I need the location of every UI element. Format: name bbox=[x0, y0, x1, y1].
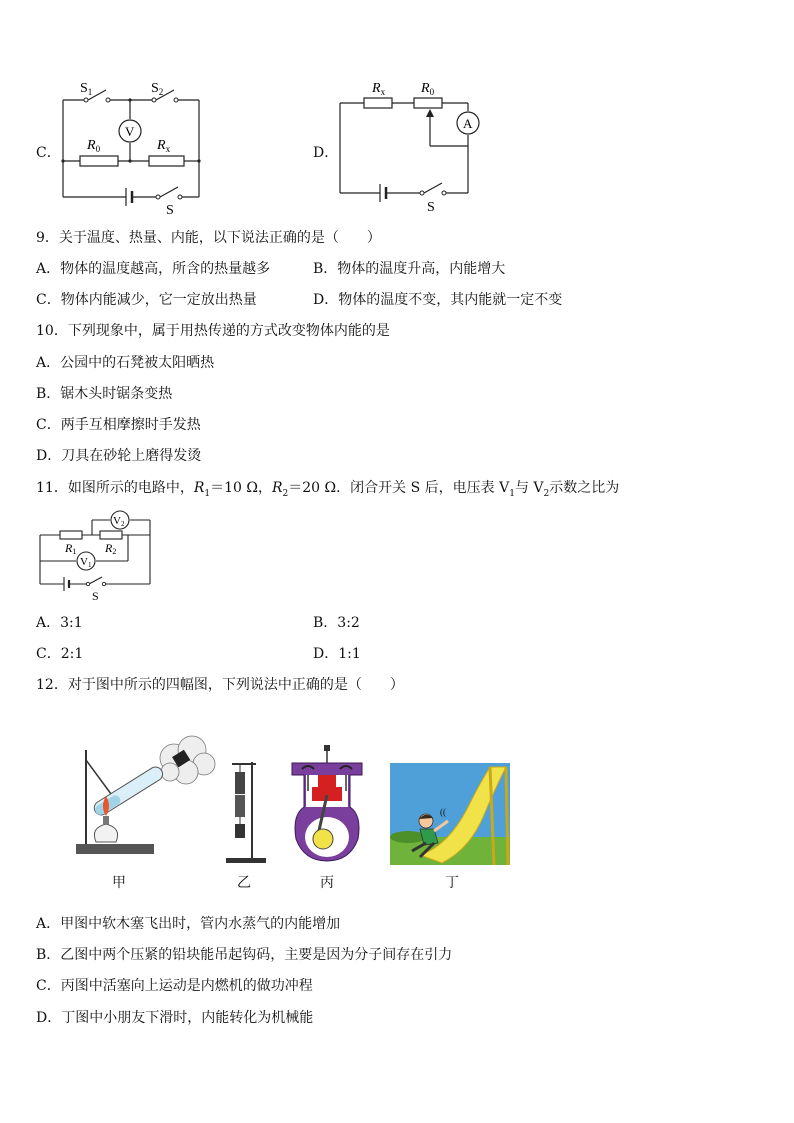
q12-option-a[interactable]: A．甲图中软木塞飞出时，管内水蒸气的内能增加 bbox=[36, 916, 341, 932]
label-s: S bbox=[166, 203, 174, 216]
q11-option-b[interactable]: B．3:2 bbox=[313, 615, 360, 631]
svg-text:((: (( bbox=[440, 807, 446, 817]
figure-jia-test-tube bbox=[74, 730, 218, 862]
label-r0: $R_0$ bbox=[87, 138, 101, 154]
label-rx: $R_x$ bbox=[157, 138, 171, 154]
q10-option-b[interactable]: B．锯木头时锯条变热 bbox=[36, 386, 173, 402]
q11-option-d[interactable]: D．1:1 bbox=[313, 646, 361, 662]
v2-label: V2 bbox=[113, 515, 125, 528]
caption-yi: 乙 bbox=[237, 875, 251, 891]
q11-circuit bbox=[36, 510, 156, 602]
r2-label: R2 bbox=[105, 541, 117, 556]
q12-option-c[interactable]: C．丙图中活塞向上运动是内燃机的做功冲程 bbox=[36, 978, 313, 994]
label-s: S bbox=[427, 200, 435, 215]
q12-stem: 12．对于图中所示的四幅图，下列说法中正确的是（ ） bbox=[36, 677, 404, 693]
voltmeter-label: V bbox=[125, 124, 135, 139]
label-r0: $R_0$ bbox=[421, 81, 435, 97]
q9-option-d[interactable]: D．物体的温度不变，其内能就一定不变 bbox=[313, 292, 563, 308]
figure-ding-slide bbox=[390, 763, 510, 865]
q10-option-c[interactable]: C．两手互相摩擦时手发热 bbox=[36, 417, 201, 433]
figure-bing-engine bbox=[288, 745, 366, 863]
q9-option-a[interactable]: A．物体的温度越高，所含的热量越多 bbox=[36, 261, 271, 277]
q11-option-a[interactable]: A．3:1 bbox=[36, 615, 83, 631]
caption-jia: 甲 bbox=[112, 875, 126, 891]
v1-label: V1 bbox=[80, 556, 92, 569]
caption-ding: 丁 bbox=[445, 875, 459, 891]
q9-stem: 9．关于温度、热量、内能，以下说法正确的是（ ） bbox=[36, 230, 381, 246]
q12-option-d[interactable]: D．丁图中小朋友下滑时，内能转化为机械能 bbox=[36, 1010, 314, 1026]
label-rx: $R_x$ bbox=[372, 81, 386, 97]
q8-option-c-circuit bbox=[56, 76, 206, 216]
q10-stem: 10．下列现象中，属于用热传递的方式改变物体内能的是 bbox=[36, 323, 390, 339]
label-s1: $S_1$ bbox=[80, 81, 93, 97]
q11-stem: 11．如图所示的电路中，$R_1=10$ Ω，$R_2=20$ Ω．闭合开关 S 后，电压表 $V_1$与 $V_2$示数之比为 bbox=[36, 480, 620, 499]
q9-option-b[interactable]: B．物体的温度升高，内能增大 bbox=[313, 261, 506, 277]
r1-label: R1 bbox=[65, 541, 77, 556]
q9-option-c[interactable]: C．物体内能减少，它一定放出热量 bbox=[36, 292, 257, 308]
q11-option-c[interactable]: C．2:1 bbox=[36, 646, 84, 662]
q10-option-a[interactable]: A．公园中的石凳被太阳晒热 bbox=[36, 355, 215, 371]
figure-yi-lead-blocks bbox=[222, 758, 268, 864]
q8-option-d-circuit bbox=[334, 80, 494, 215]
q10-option-d[interactable]: D．刀具在砂轮上磨得发烫 bbox=[36, 448, 202, 464]
q12-option-b[interactable]: B．乙图中两个压紧的铅块能吊起钩码，主要是因为分子间存在引力 bbox=[36, 947, 453, 963]
q8-option-d-label: D． bbox=[313, 145, 339, 161]
caption-bing: 丙 bbox=[320, 875, 334, 891]
q8-option-c-label: C． bbox=[36, 145, 61, 161]
label-s2: $S_2$ bbox=[151, 81, 164, 97]
ammeter-label: A bbox=[463, 116, 473, 131]
s-label: S bbox=[92, 589, 99, 602]
